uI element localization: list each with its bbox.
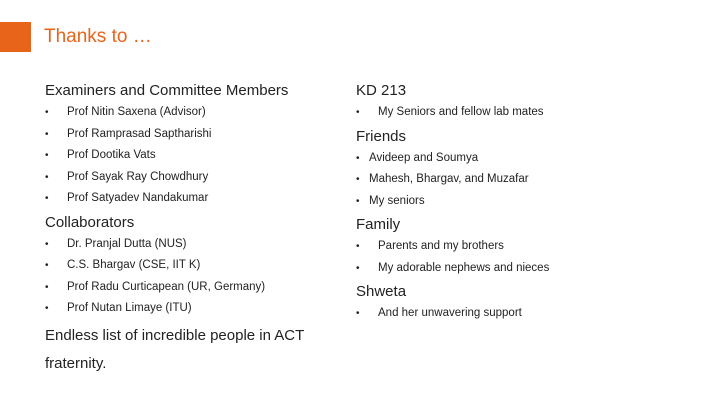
- closing-text: Endless list of incredible people in ACT fraternity.: [45, 326, 305, 372]
- list-item: • Prof Nitin Saxena (Advisor): [45, 102, 345, 124]
- slide-title: Thanks to …: [44, 26, 152, 47]
- family-list: [356, 236, 696, 279]
- list-item: • Parents and my brothers: [356, 236, 696, 258]
- examiners-list: [45, 102, 345, 210]
- list-item: • C.S. Bhargav (CSE, IIT K): [45, 255, 345, 277]
- kd213-list: [356, 102, 696, 124]
- list-item: • Prof Dootika Vats: [45, 145, 345, 167]
- shweta-heading: Shweta: [356, 283, 407, 300]
- shweta-list: [356, 303, 696, 325]
- left-column: [45, 80, 345, 378]
- collaborators-list: [45, 234, 345, 320]
- list-item: • Prof Ramprasad Saptharishi: [45, 124, 345, 146]
- list-item: • Dr. Pranjal Dutta (NUS): [45, 234, 345, 256]
- title-accent-bar: [0, 22, 31, 52]
- list-item: • Prof Nutan Limaye (ITU): [45, 298, 345, 320]
- list-item: • Avideep and Soumya: [356, 148, 696, 170]
- list-item: • Mahesh, Bhargav, and Muzafar: [356, 169, 696, 191]
- examiners-heading: Examiners and Committee Members: [45, 82, 289, 99]
- kd213-heading: KD 213: [356, 82, 407, 99]
- list-item: • My seniors: [356, 191, 696, 213]
- list-item: • My Seniors and fellow lab mates: [356, 102, 696, 124]
- list-item: • Prof Radu Curticapean (UR, Germany): [45, 277, 345, 299]
- friends-heading: Friends: [356, 127, 407, 145]
- collaborators-heading: Collaborators: [45, 213, 135, 231]
- list-item: • My adorable nephews and nieces: [356, 258, 696, 280]
- list-item: • And her unwavering support: [356, 303, 696, 325]
- right-column: [356, 80, 696, 325]
- friends-list: [356, 148, 696, 213]
- list-item: • Prof Satyadev Nandakumar: [45, 188, 345, 210]
- list-item: • Prof Sayak Ray Chowdhury: [45, 167, 345, 189]
- family-heading: Family: [356, 216, 401, 233]
